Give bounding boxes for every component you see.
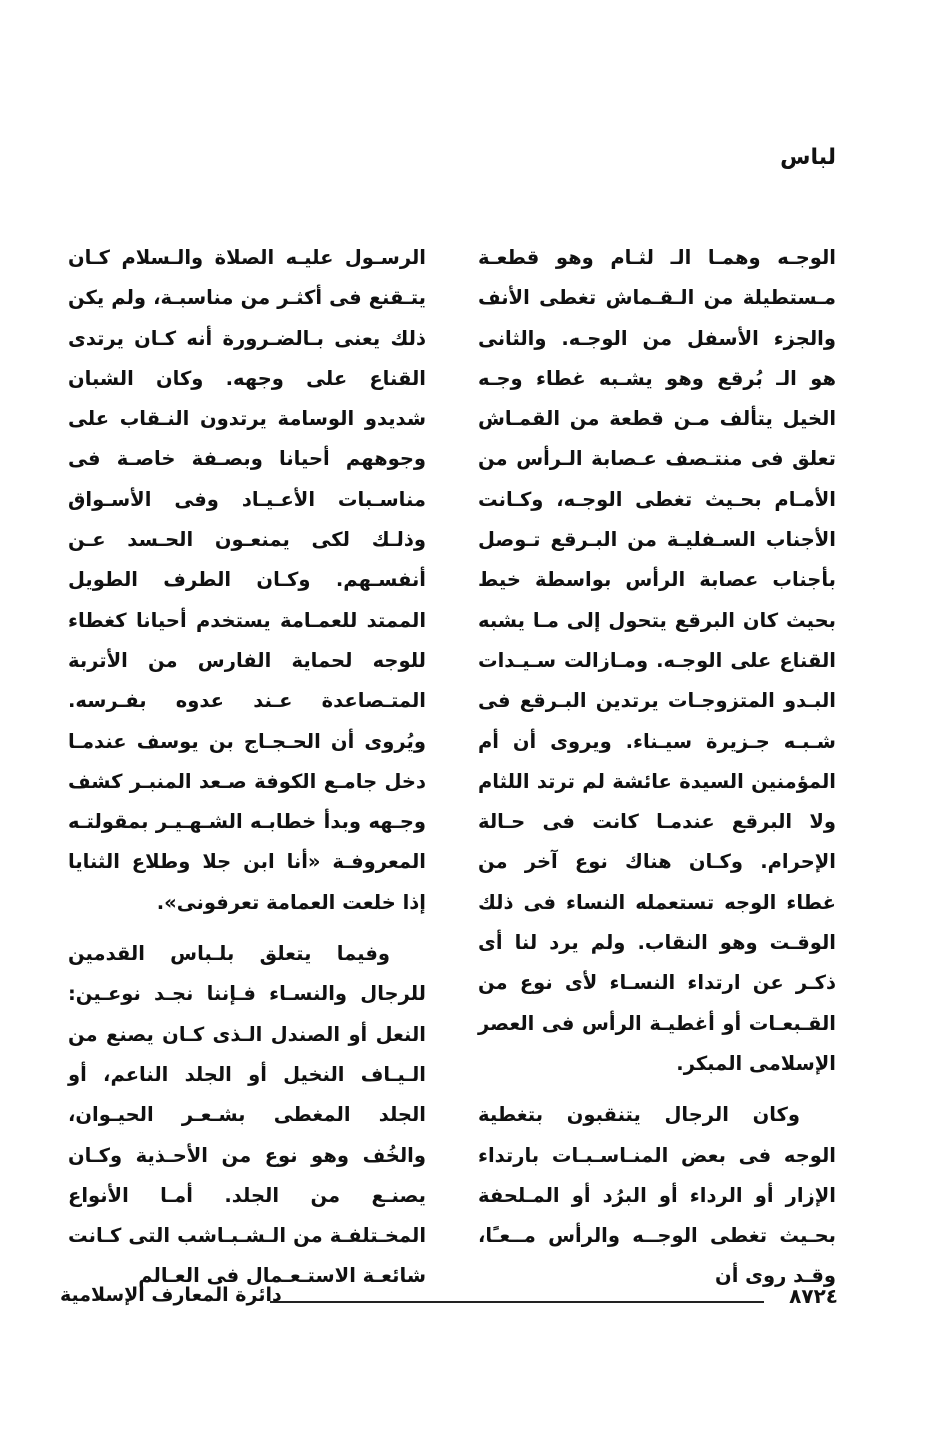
paragraph: وكان الرجال يتنقبون بتغطية الوجه فى بعض المنـاسـبـات بارتداء الإزار أو الرداء أو البرُد أو المـلحفة بحـيث تغطى الوجــه والرأس مــعـًا، وقـد روى أن: [478, 1103, 836, 1288]
paragraph: الوجـه وهمـا الـ لثـام وهو قطعـة مـستطيلة من الـقـماش تغطى الأنف والجزء الأسفل من الوجـه. والثانى هو الـ بُرقع وهو يشـبه غطاء وجـه الخيل يتألف مـن قطعة من القمـاش تعلق فى منتـصف عـصابة الـرأس من الأمـام بحـيث تغطى الوجـه، وكـانت الأجناب السـفليـة من البـرقع تـوصل بأجناب عصابة الرأس بواسطة خيط بحيث كان البرقع يتحول إلى مـا يشبه القناع على الوجـه. ومـازالت سـيـدات البـدو المتزوجـات يرتدين البـرقع فى شـبـه جـزيرة سيـناء. ويروى أن أم المؤمنين السيدة عائشة لم ترتد اللثام ولا البرقع عندمـا كانت فى حـالة الإحرام. وكـان هناك نوع آخر من غطاء الوجه تستعمله النساء فى ذلك الوقـت وهو النقاب. ولم يرد لنا أى ذكـر عن ارتداء النسـاء لأى نوع من القـبعـات أو أغطيـة الرأس فى العصر الإسلامى المبكر.: [478, 246, 836, 1075]
publication-title: دائرة المعارف الإسلامية: [60, 1284, 282, 1306]
running-head: لباس: [780, 145, 836, 170]
page-footer: [60, 1284, 838, 1324]
page-number: ٨٧٢٤: [789, 1284, 838, 1308]
footer-divider: [270, 1301, 764, 1303]
paragraph: وفيما يتعلق بلـباس القدمين للرجال والنسـاء فـإننا نجـد نوعـين: النعل أو الصندل الـذى كـان يصنع من الـيـاف النخيل أو الجلد الناعم، أو الجلد المغطى بشـعـر الحيـوان، والخُف وهو نوع من الأحـذية وكـان يصنـع من الجلد. أمـا الأنواع المخـتلفـة من الـشـبـاشب التى كـانت شائعـة الاستـعـمال فى العـالم: [68, 942, 426, 1288]
text-column-left: [68, 238, 426, 1297]
text-column-right: [478, 238, 836, 1297]
paragraph: الرسـول عليـه الصلاة والـسلام كـان يتـقنع فى أكثـر من مناسبـة، ولم يكن ذلك يعنى بـالضـرورة أنه كـان يرتدى القناع على وجهه. وكان الشبان شديدو الوسامة يرتدون النـقاب على وجوههم أحيانا وبصـفة خاصـة فى مناسـبات الأعـيـاد وفى الأسـواق وذلـك لكى يمنعـون الحـسد عـن أنفسـهم. وكـان الطرف الطويل الممتد للعمـامة يستخدم أحيانا كغطاء للوجه لحماية الفارس من الأتربة المتـصاعدة عـند عدوه بفـرسه. ويُروى أن الحـجـاج بن يوسف عندمـا دخل جامـع الكوفة صـعد المنبـر كشف وجـهه وبدأ خطابـه الشـهـيـر بمقولتـه المعروفـة «أنا ابن جلا وطلاع الثنايا إذا خلعت العمامة تعرفونى».: [68, 246, 426, 914]
